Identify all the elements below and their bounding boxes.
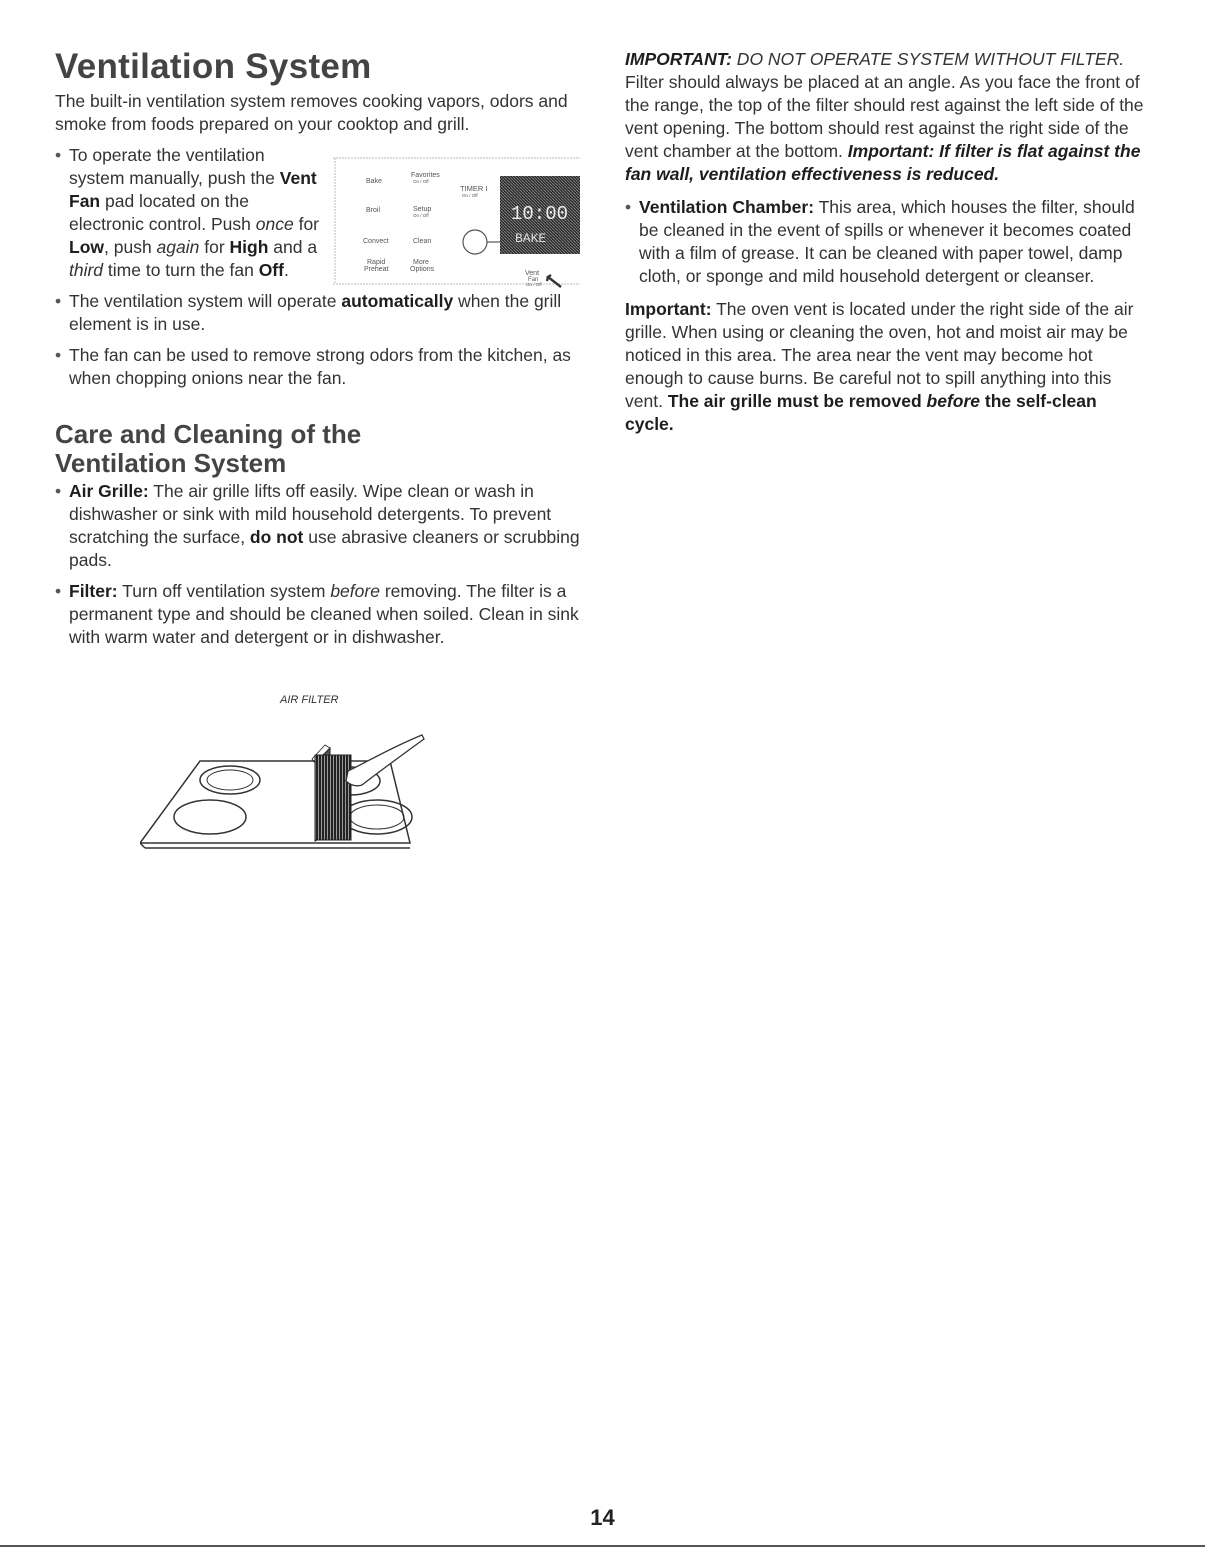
bullet-manual-operation [55,144,324,282]
pad-vent: Vent [525,270,540,277]
bullet-air-grille [55,480,580,572]
label-leader [280,705,352,758]
off-term: Off [258,260,284,280]
ventilation-chamber-term: Ventilation Chamber: [639,197,815,217]
do-not-term: do not [249,527,304,547]
text-span: removing. The filter is a permanent type and should be cleaned when soiled. Clean in sink with warm water and detergent or in dishwasher. [69,581,579,647]
important-filter-warning: Important: If filter is flat against the fan wall, ventilation effectiveness is reduced. [625,141,1141,184]
text-span: and a [268,237,318,257]
pad-favorites-sub: On / Off [413,179,429,184]
air-filter-label: AIR FILTER [280,694,339,706]
section-title-ventilation: Ventilation System [55,47,372,86]
low-term: Low [69,237,104,257]
air-filter-mesh [315,755,351,840]
text-span: time to turn the fan [103,260,259,280]
page-number: 14 [590,1505,615,1530]
before-term-2: before [926,391,980,411]
important-oven-vent-paragraph [625,298,1150,436]
again-term: again [156,237,200,257]
pad-convect: Convect [363,238,389,245]
text-span: for [293,214,320,234]
text-span: , push [104,237,157,257]
pad-favorites: Favorites [411,172,440,179]
filter-term: Filter: [69,581,118,601]
text-span: Turn off ventilation system [117,581,331,601]
text-span: when the grill element is in use. [69,291,562,334]
bullet-ventilation-chamber [625,196,1150,288]
text-span: Filter should always be placed at an angle. As you face the front of the range, the top of the filter should rest against the left side of the vent opening. The bottom should rest against the right side of the vent chamber at the bottom. [625,72,1144,161]
text-span: DO NOT OPERATE SYSTEM WITHOUT FILTER. [731,49,1125,69]
automatically-term: automatically [341,291,454,311]
text-span: . [283,260,289,280]
bullet-strong-odors: • The fan can be used to remove strong odors from the kitchen, as when chopping onions near the fan. [55,344,580,390]
before-term: before [330,581,380,601]
text-span: The oven vent is located under the right side of the air grille. When using or cleaning the oven, hot and moist air may be noticed in this area. The area near the vent may become hot enough to cause burns. Be careful not to spill anything into this vent. [625,299,1134,411]
pad-timer: TIMER I [460,184,488,193]
pad-rapid: Rapid [367,259,386,266]
pointer-arrow-icon [547,275,561,287]
control-panel-illustration [333,156,580,291]
pad-setup: Setup [413,206,432,213]
important-filter-paragraph [625,48,1150,186]
display-time: 10:00 [511,203,569,225]
important-term: IMPORTANT: [625,49,732,69]
once-term: once [255,214,294,234]
dial-icon [463,230,487,254]
important-term-2: Important: [625,299,712,319]
section-title-care-line1: Care and Cleaning of the [55,419,362,449]
text-span: for [199,237,230,257]
pad-vent-sub: On / Off [526,282,542,287]
pad-preheat: Preheat [364,266,389,273]
footer-rule [0,1545,1205,1547]
vent-fan-term: Vent Fan [69,168,317,211]
pad-fan: Fan [528,277,539,283]
grille-warning: The air grille must be removed [667,391,927,411]
text-span: use abrasive cleaners or scrubbing pads. [69,527,580,570]
pad-clean: Clean [413,238,432,245]
pad-more: More [413,259,429,266]
air-grille-term: Air Grille: [69,481,149,501]
high-term: High [229,237,269,257]
left-column [55,47,580,706]
text-span: This area, which houses the filter, should be cleaned in the event of spills or whenever it becomes coated with a film of grease. It can be cleaned with paper towel, damp cloth, or sponge and mild household detergent or cleanser. [639,197,1135,286]
bullet-automatic-operation [55,290,580,336]
pad-setup-sub: On / Off [413,213,429,218]
text-span: The air grille lifts off easily. Wipe clean or wash in dishwasher or sink with mild household detergents. To prevent scratching the surface, [69,481,552,547]
text-span: The ventilation system will operate [69,291,342,311]
display-mode: BAKE [515,231,547,246]
section-title-care-line2: Ventilation System [55,448,287,478]
pad-options: Options [410,266,435,273]
pad-broil: Broil [366,207,381,214]
air-filter-illustration [140,693,430,858]
pad-timer-sub: On / Off [462,193,478,198]
third-term: third [69,260,104,280]
bullet-filter [55,580,580,649]
grille-warning-end: the self-clean cycle. [625,391,1097,434]
text-span: pad located on the electronic control. Push [69,191,256,234]
right-column [625,48,1150,436]
intro-paragraph: The built-in ventilation system removes cooking vapors, odors and smoke from foods prepared on your cooktop and grill. [55,91,568,134]
text-span: To operate the ventilation system manually, push the [69,145,280,188]
pad-bake: Bake [366,178,382,185]
